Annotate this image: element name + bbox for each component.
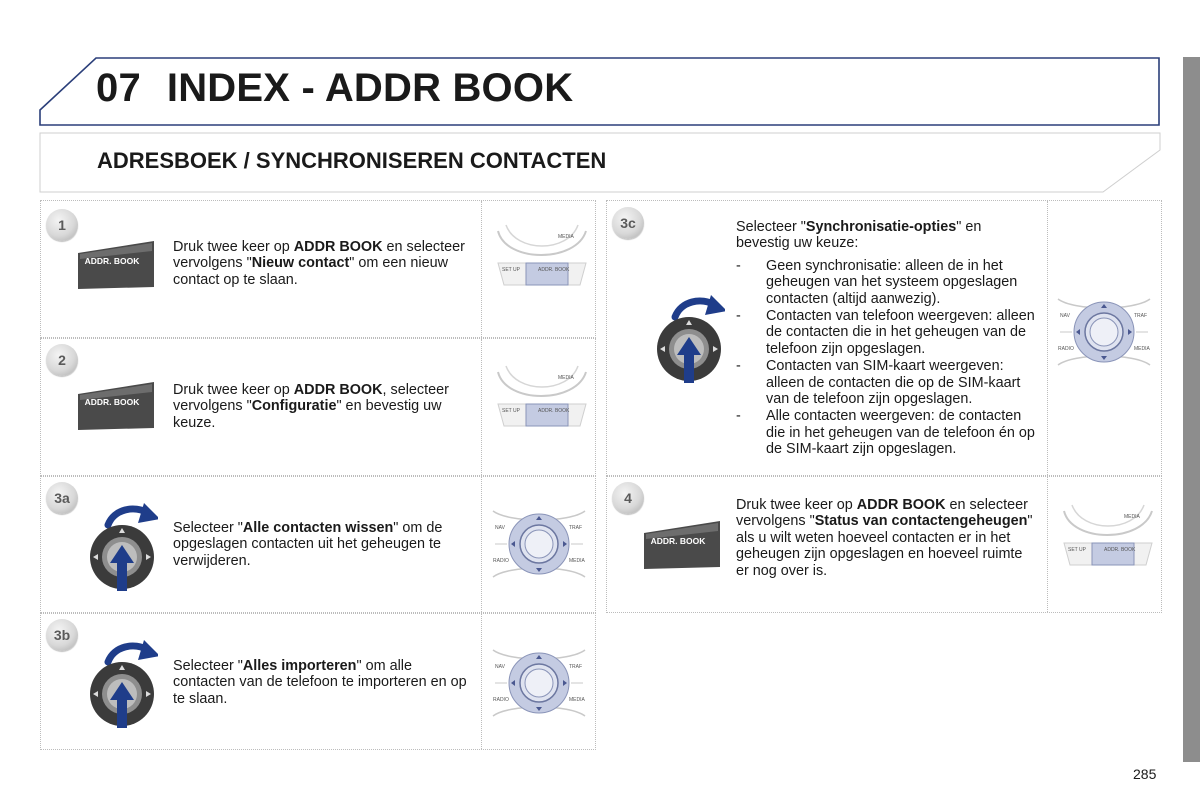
chapter-name: INDEX - ADDR BOOK (166, 66, 574, 110)
console-label-media: MEDIA (558, 234, 574, 240)
console-label-radio: RADIO (493, 558, 509, 564)
step-4-text (736, 497, 1036, 579)
console-label-set-up: SET UP (502, 408, 520, 414)
console-label-media: MEDIA (569, 558, 585, 564)
sync-option-item (736, 308, 1036, 357)
sync-option-text: Alle contacten weergeven: de contacten die in het geheugen van de telefoon én op de SIM-kaart zijn opgeslagen. (766, 408, 1035, 458)
sync-option-text: Contacten van SIM-kaart weergeven: alleen de contacten die op de SIM-kaart van de telefoon zijn opgeslagen. (766, 358, 1021, 408)
step-1-text-b: en selecteer vervolgens " (173, 239, 465, 272)
addr-book-key-image (76, 239, 156, 291)
step-4-text-a: Druk twee keer op (736, 497, 857, 513)
addr-book-key-image (642, 519, 722, 571)
step-4-badge: 4 (612, 482, 644, 514)
sync-option-item (736, 408, 1036, 457)
step-3c-text (736, 219, 1036, 459)
console-nav-dial-image (489, 644, 589, 722)
console-label-media: MEDIA (569, 697, 585, 703)
step-2-text-b: , selecteer vervolgens " (173, 382, 449, 415)
step-3a-image-divider (481, 477, 482, 612)
step-3b-badge: 3b (46, 619, 78, 651)
step-3a-cell (40, 476, 596, 613)
step-3b-text-b: " om alle contacten van de telefoon te importeren en op te slaan. (173, 658, 467, 707)
step-2-text-bold-a: ADDR BOOK (293, 382, 383, 398)
console-label-addr-book: ADDR. BOOK (538, 267, 570, 273)
addr-book-key-label: ADDR. BOOK (84, 397, 140, 407)
step-3c-text-a: Selecteer " (736, 219, 806, 235)
step-3a-text-bold: Alle contacten wissen (242, 520, 394, 536)
step-2-text-bold-b: Configuratie (251, 398, 337, 415)
section-title: ADRESBOEK / SYNCHRONISEREN CONTACTEN (97, 148, 607, 173)
console-label-nav: NAV (1060, 313, 1070, 319)
step-2-cell (40, 338, 596, 476)
step-1-text-bold-a: ADDR BOOK (293, 239, 383, 255)
step-3a-text-b: " om de opgeslagen contacten uit het geheugen te verwijderen. (173, 520, 443, 569)
step-4-image-divider (1047, 477, 1048, 612)
console-label-radio: RADIO (493, 697, 509, 703)
step-3a-text-a: Selecteer " (173, 520, 243, 536)
step-2-text-a: Druk twee keer op (173, 382, 294, 398)
console-label-traf: TRAF (569, 525, 583, 531)
addr-book-key-label: ADDR. BOOK (84, 256, 140, 266)
console-label-media: MEDIA (1124, 514, 1140, 520)
step-3b-text-bold: Alles importeren (242, 658, 357, 674)
step-3a-badge: 3a (46, 482, 78, 514)
chapter-side-bar (1183, 57, 1200, 762)
console-label-media: MEDIA (558, 375, 574, 381)
console-addr-book-image (496, 223, 588, 291)
console-nav-dial-image (489, 505, 589, 583)
addr-book-key-label: ADDR. BOOK (650, 536, 706, 546)
rotary-knob-image (86, 632, 158, 732)
console-label-addr-book: ADDR. BOOK (538, 408, 570, 414)
step-1-text-bold-b: Nieuw contact (251, 255, 350, 272)
step-4-text-c: " als u wilt weten hoeveel contacten er in het geheugen zijn opgeslagen en hoeveel ruimte er nog over is. (736, 513, 1033, 579)
step-4-text-b: en selecteer vervolgens " (736, 497, 1028, 530)
rotary-knob-image (653, 287, 725, 387)
console-label-addr-book: ADDR. BOOK (1104, 547, 1136, 553)
chapter-number: 07 (96, 66, 141, 110)
step-4-cell (606, 476, 1162, 613)
step-3b-image-divider (481, 614, 482, 749)
step-3c-text-b: " en bevestig uw keuze: (736, 219, 982, 252)
step-1-badge: 1 (46, 209, 78, 241)
console-label-set-up: SET UP (1068, 547, 1086, 553)
step-3b-text (173, 658, 468, 707)
step-2-image-divider (481, 339, 482, 475)
console-label-traf: TRAF (1134, 313, 1148, 319)
step-1-image-divider (481, 201, 482, 337)
console-addr-book-image (496, 364, 588, 432)
sync-option-text: Geen synchronisatie: alleen de in het geheugen van het systeem opgeslagen contacten (altijd aanwezig). (766, 257, 1018, 307)
page-number: 285 (1133, 766, 1157, 782)
step-2-text (173, 382, 468, 431)
console-label-nav: NAV (495, 664, 505, 670)
step-1-cell (40, 200, 596, 338)
sync-option-item (736, 358, 1036, 407)
bullet-dash: - (736, 358, 741, 375)
sync-options-list (736, 258, 1036, 458)
step-2-text-c: " en bevestig uw keuze. (173, 398, 442, 431)
step-1-text-c: " om een nieuw contact op te slaan. (173, 255, 448, 288)
bullet-dash: - (736, 308, 741, 325)
console-label-set-up: SET UP (502, 267, 520, 273)
step-2-badge: 2 (46, 344, 78, 376)
console-nav-dial-image (1054, 293, 1154, 371)
step-3a-text (173, 520, 468, 569)
step-4-text-bold-a: ADDR BOOK (856, 497, 946, 513)
step-3b-cell (40, 613, 596, 750)
sync-option-item (736, 258, 1036, 307)
console-label-nav: NAV (495, 525, 505, 531)
console-label-radio: RADIO (1058, 346, 1074, 352)
step-3b-text-a: Selecteer " (173, 658, 243, 674)
bullet-dash: - (736, 257, 741, 274)
console-addr-book-image (1062, 503, 1154, 571)
console-label-traf: TRAF (569, 664, 583, 670)
addr-book-key-image (76, 380, 156, 432)
step-3c-image-divider (1047, 201, 1048, 475)
rotary-knob-image (86, 495, 158, 595)
sync-option-text: Contacten van telefoon weergeven: alleen de contacten die in het geheugen van de telefoon zijn opgeslagen. (766, 308, 1035, 357)
step-3c-text-bold: Synchronisatie-opties (805, 219, 957, 235)
chapter-title (96, 66, 573, 111)
step-1-text-a: Druk twee keer op (173, 239, 294, 255)
step-3c-badge: 3c (612, 207, 644, 239)
console-label-media: MEDIA (1134, 346, 1150, 352)
step-4-text-bold-b: Status van contactengeheugen (814, 513, 1028, 530)
step-3c-cell (606, 200, 1162, 476)
step-1-text (173, 239, 468, 288)
bullet-dash: - (736, 408, 741, 425)
